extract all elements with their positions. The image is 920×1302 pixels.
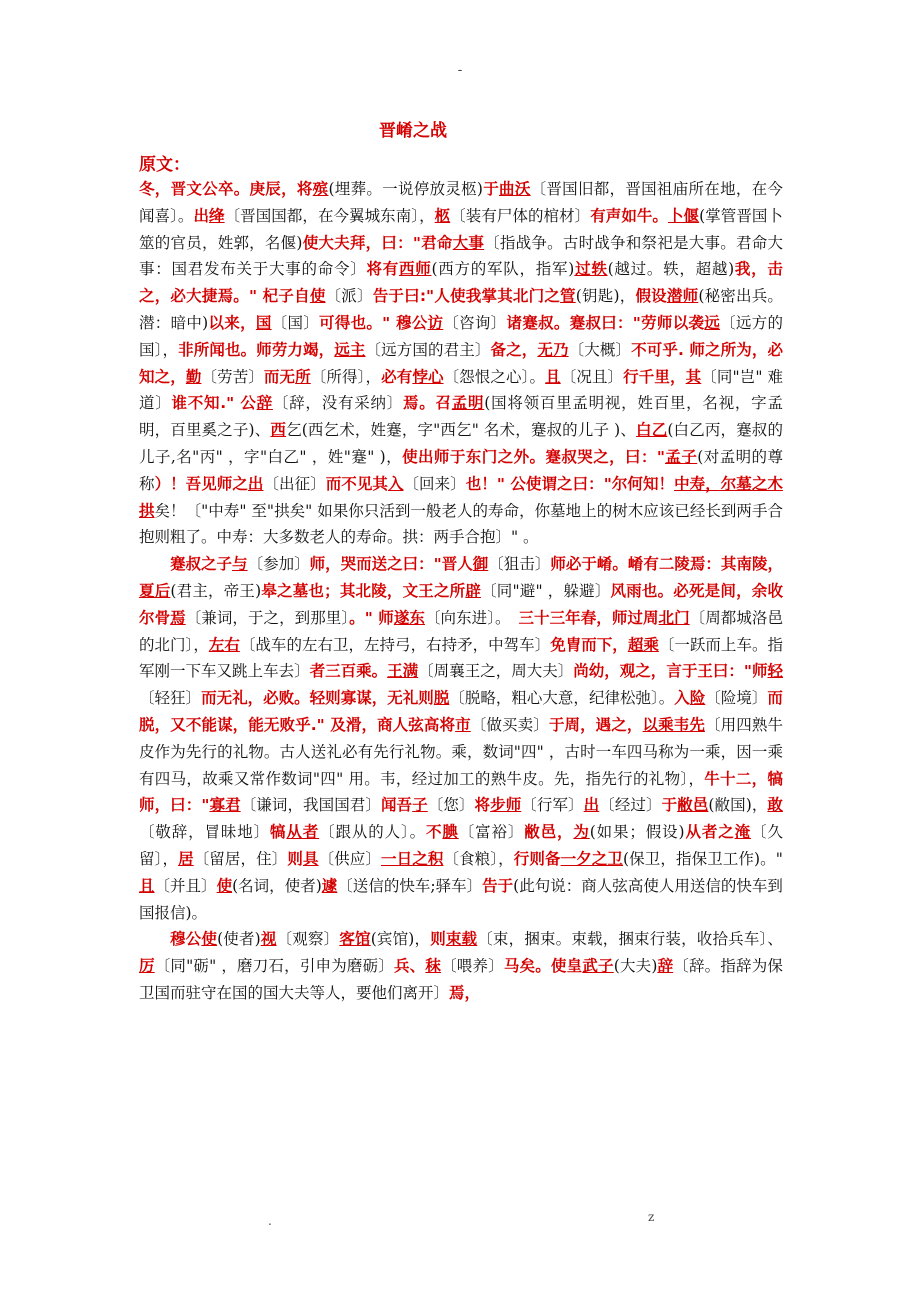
- key-term: 焉: [170, 608, 186, 627]
- key-term: 孟明: [451, 394, 485, 413]
- annotation-text: 〔束，捆束。束载，捆束行装，收拾兵车〕、: [477, 930, 783, 949]
- annotation-text: 〔晋国国都，在今翼城东南〕，: [224, 206, 435, 225]
- key-term: 使: [216, 876, 233, 895]
- annotation-text: 〔轻狂〕: [139, 689, 202, 708]
- key-term: 使: [309, 287, 326, 306]
- key-term: 潜师: [666, 287, 699, 306]
- original-text: 备之，: [490, 340, 538, 359]
- annotation-text: 〔劳苦〕: [201, 367, 264, 386]
- annotation-text: 〔战车的左右卫，左持弓，右持矛，中驾车〕: [239, 635, 551, 654]
- original-text: 以来，: [208, 313, 256, 332]
- original-text: 免胄而下，: [550, 635, 628, 654]
- key-term: 中寿，尔墓之木拱: [139, 474, 783, 520]
- annotation-text: (大夫): [613, 957, 658, 976]
- annotation-text: 〔富裕〕: [458, 823, 525, 842]
- annotation-text: (宾馆)，: [370, 930, 431, 949]
- original-text: 则: [287, 849, 303, 868]
- annotation-text: 〔国〕: [271, 313, 320, 332]
- key-term: 远: [704, 313, 721, 332]
- key-term: 出: [247, 474, 264, 493]
- annotation-text: (国将领百里孟明视，姓百里，名视，字孟明，百里奚之子)、: [139, 394, 783, 440]
- annotation-text: 〔供应〕: [318, 849, 381, 868]
- original-text: 有声如牛。: [590, 206, 668, 225]
- annotation-text: (保卫，指保卫工作)。": [623, 849, 783, 868]
- key-term: 王满: [387, 662, 419, 681]
- key-term: 北门: [658, 608, 690, 627]
- key-term: 管: [560, 287, 576, 306]
- original-text: 冬，晋文公卒。庚辰，将: [139, 180, 313, 198]
- original-text: 犒: [270, 823, 287, 842]
- original-text: 焉。召: [402, 394, 452, 413]
- annotation-text: 〔狙击〕: [488, 555, 551, 574]
- key-term: 视: [260, 930, 277, 949]
- original-text: 于: [661, 796, 678, 815]
- annotation-text: 〔留居，住〕: [193, 849, 288, 868]
- original-text: 而无礼，必败。轻则寡谋，无礼则: [201, 689, 434, 708]
- annotation-text: 〔远方的国〕，: [139, 313, 783, 359]
- annotation-text: (越过。轶，超越): [607, 260, 735, 279]
- original-text: 将: [474, 796, 491, 815]
- annotation-text: 〔谦词，我国国君〕: [240, 796, 381, 815]
- key-term: 过轶: [574, 260, 608, 279]
- original-text: 行千里，: [623, 367, 686, 386]
- key-term: 曲沃: [499, 180, 531, 198]
- footer-left-mark: .: [268, 1214, 272, 1228]
- annotation-text: 〔敬辞，冒昧地〕: [139, 823, 270, 842]
- annotation-text: 〔同"砺" ，磨刀石，引申为磨砺〕: [154, 957, 394, 976]
- annotation-text: 〔怨恨之心〕。: [443, 367, 546, 386]
- original-text: 必有: [381, 367, 413, 386]
- annotation-text: (使者): [217, 930, 261, 949]
- paragraph-1: [139, 176, 783, 551]
- key-term: 无乃: [537, 340, 569, 359]
- key-term: 轻: [767, 662, 783, 681]
- key-term: 敢: [767, 796, 783, 815]
- original-text: 焉，: [449, 983, 481, 1002]
- original-text: 从者之: [684, 823, 735, 842]
- original-text: 假设: [635, 287, 667, 306]
- annotation-text: 〔同"岂" 难道〕: [139, 367, 783, 413]
- key-term: 与: [232, 555, 248, 574]
- paragraph-2: [139, 551, 783, 926]
- key-term: 入: [387, 474, 404, 493]
- key-term: 辞: [256, 394, 273, 413]
- key-term: 厉: [139, 957, 155, 976]
- annotation-text: 〔兼词，于之，到那里〕: [185, 608, 350, 627]
- annotation-text: 〔跟从的人〕。: [319, 823, 426, 842]
- annotation-text: 〔同"避" ，躲避〕: [481, 581, 611, 600]
- key-term: 一夕之卫: [560, 849, 623, 868]
- original-text: 师，哭而送之曰："晋人: [309, 555, 473, 574]
- original-text: 诸蹇叔。蹇叔曰："劳师以袭: [506, 313, 705, 332]
- annotation-text: 〔经过〕: [599, 796, 662, 815]
- key-term: 辟: [465, 581, 482, 600]
- annotation-text: 〔辞，没有采纳〕: [272, 394, 403, 413]
- annotation-text: 〔一跃而上车。指军刚一下车又跳上车去〕: [139, 635, 783, 681]
- original-text: 则: [430, 930, 446, 949]
- key-term: 所: [295, 367, 311, 386]
- original-text: 师必于崤。崤有二陵焉：其南陵，: [550, 555, 783, 574]
- key-term: 一日之积: [381, 849, 444, 868]
- key-term: 御: [472, 555, 489, 574]
- original-text: 风雨也。必死是间，余收尔骨: [139, 581, 783, 627]
- key-term: 且: [139, 876, 155, 895]
- key-term: 秣: [425, 957, 442, 976]
- annotation-text: 〔远方国的君主〕: [365, 340, 491, 359]
- key-term: 孟子: [665, 447, 698, 466]
- annotation-text: 〔喂养〕: [441, 957, 504, 976]
- original-text: 使出师于东门之外。蹇叔哭之，曰：": [402, 447, 665, 466]
- annotation-text: 〔咨询〕: [443, 313, 507, 332]
- original-text: 将有: [366, 260, 399, 279]
- annotation-text: 〔观察〕: [276, 930, 340, 949]
- annotation-text: 〔辞。指辞为保卫国而驻守在国的国大夫等人，要他们离开〕: [139, 957, 783, 1002]
- original-text: 入: [674, 689, 690, 708]
- annotation-text: 〔周都城洛邑的北门〕，: [139, 608, 783, 654]
- annotation-text: (名词，使者): [232, 876, 322, 895]
- original-text: 可得也。" 穆公: [319, 313, 428, 332]
- annotation-text: 〔行军〕: [521, 796, 584, 815]
- original-text: 于: [482, 180, 500, 198]
- original-text: 尚幼，观之，言于王曰："师: [573, 662, 768, 681]
- key-term: 脱: [433, 689, 450, 708]
- annotation-text: 〔险境〕: [705, 689, 768, 708]
- annotation-text: (秘密出兵。潜：暗中): [139, 287, 783, 332]
- original-text: 而脱，又不能谋，能无败乎." 及滑，商人弦高将: [139, 689, 783, 734]
- key-term: 束载: [445, 930, 478, 949]
- key-term: 遂东: [393, 608, 425, 627]
- annotation-text: 〔回来〕: [403, 474, 466, 493]
- original-text: 我，击之，必大捷焉。" 杞子自: [139, 260, 783, 306]
- key-term: 出: [583, 796, 600, 815]
- key-term: 勤: [185, 367, 202, 386]
- original-text: 兵、: [393, 957, 426, 976]
- annotation-text: (君主，帝王): [170, 581, 262, 600]
- key-term: 市: [455, 715, 471, 734]
- key-term: 国: [255, 313, 272, 332]
- annotation-text: 〔做买卖〕: [470, 715, 549, 734]
- key-term: 超乘: [627, 635, 659, 654]
- original-text: 而不见其: [325, 474, 388, 493]
- original-text: 。" 师: [349, 608, 394, 627]
- original-text: 也！" 公使谓之曰："尔何知！: [465, 474, 675, 493]
- annotation-text: 〔并且〕: [154, 876, 217, 895]
- annotation-text: 〔况且〕: [560, 367, 624, 386]
- key-term: 子: [412, 796, 428, 815]
- key-term: 西: [270, 421, 287, 440]
- key-term: 寡君: [209, 796, 241, 815]
- original-text: 于周，遇之，: [548, 715, 643, 734]
- key-term: 且: [545, 367, 561, 386]
- original-text: 行则备: [513, 849, 561, 868]
- document-body: [139, 176, 783, 1007]
- original-text: 闻吾: [380, 796, 413, 815]
- key-term: 使: [201, 930, 218, 949]
- annotation-text: (西方的军队，指军): [431, 260, 575, 279]
- original-text: 不: [426, 823, 443, 842]
- annotation-text: 乞(西乞术，姓蹇，字"西乞" 名术，蹇叔的儿子 )、: [286, 421, 637, 440]
- key-term: 大事: [452, 233, 485, 252]
- annotation-text: 〔您〕: [427, 796, 475, 815]
- original-text: 使大夫拜，曰："君命: [302, 233, 453, 252]
- original-text: 谁不知." 公: [171, 394, 257, 413]
- key-term: 居: [178, 849, 194, 868]
- original-text: 牛十二，犒师，曰：": [139, 769, 783, 815]
- key-term: 夏后: [139, 581, 171, 600]
- key-term: 遽: [321, 876, 338, 895]
- annotation-text: (此句说：商人弦高使人用送信的快车到国报信)。: [139, 876, 783, 922]
- key-term: 以乘韦先: [642, 715, 705, 734]
- key-term: 险: [689, 689, 706, 708]
- key-term: 其: [685, 367, 702, 386]
- key-term: 淹: [734, 823, 751, 842]
- key-term: 卜偃: [667, 206, 700, 225]
- annotation-text: 〔送信的快车;驿车〕: [337, 876, 483, 895]
- key-term: 为: [573, 823, 590, 842]
- original-text: 不可乎. 师之所为，必知之，: [139, 340, 783, 386]
- document-title: 晋崤之战: [379, 121, 447, 141]
- annotation-text: (钥匙)，: [575, 287, 636, 306]
- original-text: 非所闻也。师劳力竭，: [178, 340, 335, 359]
- original-text: 而无: [263, 367, 296, 386]
- original-text: 告于: [482, 876, 514, 895]
- key-term: 悖心: [412, 367, 444, 386]
- key-term: 柩: [434, 206, 451, 225]
- annotation-text: 〔周襄王之，周大夫〕: [418, 662, 574, 681]
- annotation-text: (敝国)，: [708, 796, 768, 815]
- original-text: 者三百乘。: [309, 662, 388, 681]
- key-term: 白乙: [636, 421, 668, 440]
- original-text: 穆公: [170, 930, 202, 949]
- key-term: 敝邑: [677, 796, 709, 815]
- key-term: 殡: [312, 180, 329, 198]
- key-term: 远主: [334, 340, 366, 359]
- key-term: 腆: [442, 823, 459, 842]
- section-label: 原文：: [139, 155, 190, 175]
- original-text: 皋之墓也；其北陵，文王之所: [261, 581, 466, 600]
- annotation-text: 〔出征〕: [263, 474, 326, 493]
- key-term: 辞: [657, 957, 674, 976]
- annotation-text: 〔派〕: [325, 287, 373, 306]
- original-text: 蹇叔之子: [170, 555, 233, 574]
- header-mark: -: [457, 62, 463, 78]
- annotation-text: 〔食粮〕，: [443, 849, 514, 868]
- original-text: 告于曰:"人使我掌其北门之: [372, 287, 561, 306]
- original-text: 敝邑，: [524, 823, 574, 842]
- annotation-text: 〔装有尸体的棺材〕: [450, 206, 591, 225]
- key-term: 西师: [399, 260, 432, 279]
- annotation-text: (埋葬。一说停放灵柩): [328, 180, 483, 198]
- annotation-text: (掌管晋国卜筮的官员，姓郭，名偃): [139, 206, 783, 252]
- annotation-text: 〔脱略，粗心大意，纪律松弛〕。: [449, 689, 675, 708]
- footer-right-mark: z: [648, 1210, 655, 1224]
- original-text: 马矣。使皇: [503, 957, 583, 976]
- key-term: 从者: [286, 823, 320, 842]
- paragraph-3: [139, 926, 783, 1006]
- annotation-text: 〔向东进〕。: [424, 608, 519, 627]
- annotation-text: 〔参加〕: [247, 555, 310, 574]
- key-term: 绛: [209, 206, 225, 225]
- annotation-text: 〔用四熟牛皮作为先行的礼物。古人送礼必有先行礼物。乘，数词"四" ，古时一车四马称为一乘，因一乘有四马，故乘又常作数词"四" 用。韦，经过加工的熟牛皮。先，指先行的礼物〕，: [139, 715, 783, 788]
- key-term: 访: [427, 313, 444, 332]
- key-term: 具: [302, 849, 319, 868]
- annotation-text: 矣！〔"中寿" 至"拱矣" 如果你只活到一般老人的寿命，你墓地上的树木应该已经长到两手合抱则粗了。中寿：大多数老人的寿命。拱：两手合抱〕" 。: [139, 501, 783, 547]
- original-text: 出: [193, 206, 210, 225]
- annotation-text: (白乙丙，蹇叔的儿子,名"丙" ，字"白乙" ，姓"蹇" )，: [139, 421, 783, 466]
- key-term: 客馆: [339, 930, 371, 949]
- annotation-text: (对孟明的尊称: [139, 447, 783, 493]
- annotation-text: 〔指战争。古时战争和祭祀是大事。君命大事：国君发布关于大事的命令〕: [139, 233, 783, 279]
- original-text: 三十三年春，师过周: [518, 608, 659, 627]
- annotation-text: 〔所得〕，: [310, 367, 382, 386]
- annotation-text: (如果；假设): [589, 823, 685, 842]
- annotation-text: 〔晋国旧都，晋国祖庙所在地，在今闻喜〕。: [139, 180, 783, 225]
- key-term: 武子: [582, 957, 614, 976]
- key-term: 步师: [490, 796, 522, 815]
- annotation-text: 〔久留〕，: [139, 823, 783, 868]
- annotation-text: 〔大概〕: [568, 340, 632, 359]
- original-text: ）！吾见师之: [154, 474, 248, 493]
- key-term: 左右: [208, 635, 240, 654]
